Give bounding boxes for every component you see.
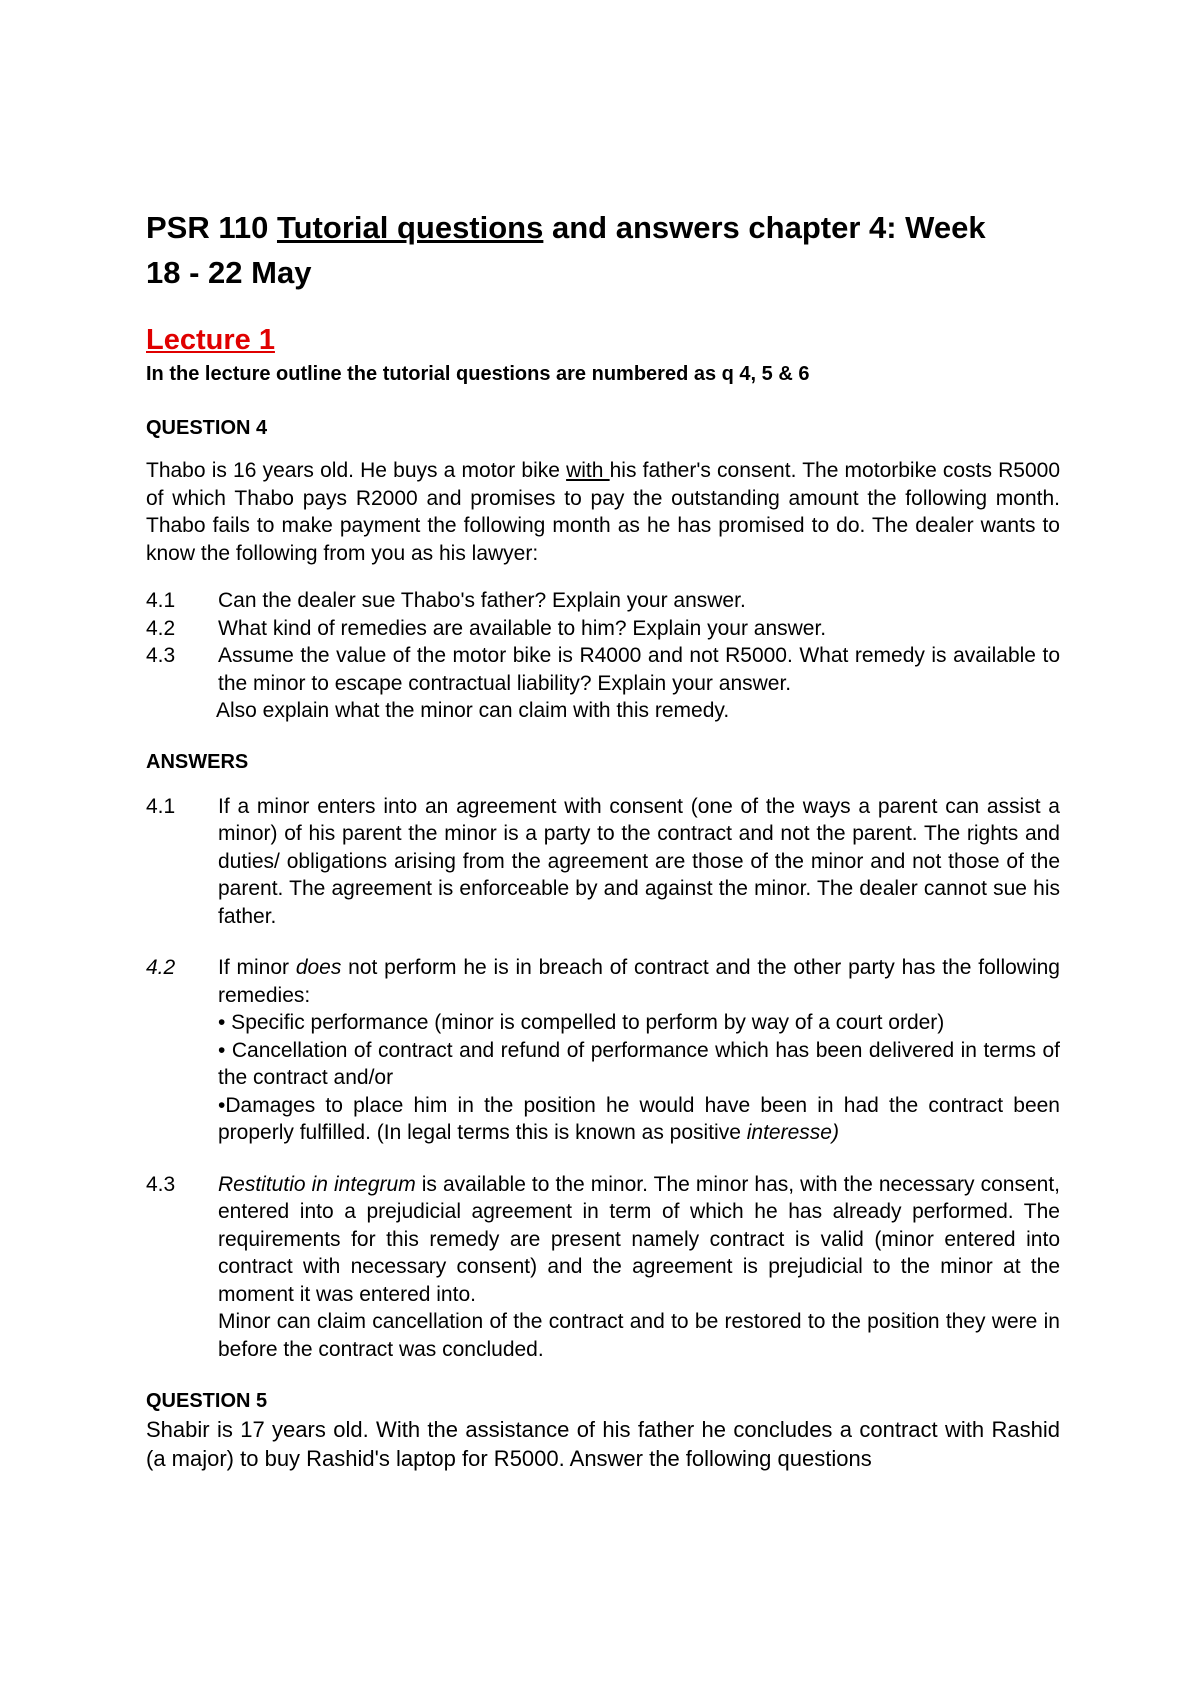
- answer-number: 4.3: [146, 1172, 176, 1196]
- scenario-part2: his father's consent. The motorbike costs R5000 of which Thabo pays R2000 and promises to pay the outstanding amount the following month. Thabo fails to make payment the following month as he has promised to do. The dealer wants to know the following from you as his lawyer:: [146, 459, 1061, 565]
- scenario-part1: Thabo is 16 years old. He buys a motor bike: [146, 459, 567, 482]
- question-extra-line: Also explain what the minor can claim with this remedy.: [216, 699, 730, 722]
- question-5-heading: QUESTION 5: [146, 1390, 268, 1412]
- remedy-bullet: • Specific performance (minor is compelled to perform by way of a court order): [218, 1011, 945, 1034]
- answer-body: [218, 1171, 1060, 1364]
- remedy-bullet: • Cancellation of contract and refund of performance which has been delivered in terms of the contract and/or: [218, 1038, 1060, 1089]
- document-content: [146, 205, 1060, 1473]
- question-number: 4.2: [146, 616, 176, 640]
- bullet3-italic: interesse): [746, 1121, 839, 1144]
- answer-intro-part1: If minor: [218, 956, 296, 979]
- title-prefix: PSR 110: [146, 210, 277, 245]
- answer-paragraph: Minor can claim cancellation of the contract and to be restored to the position they were in before the contract was concluded.: [218, 1310, 1060, 1361]
- question-4-heading: QUESTION 4: [146, 417, 268, 439]
- question-number: 4.3: [146, 644, 176, 667]
- question-number: 4.1: [146, 589, 176, 612]
- answer-4-1: [146, 793, 1060, 931]
- answers-heading: ANSWERS: [146, 750, 249, 773]
- answer-text: is available to the minor. The minor has, with the necessary consent, entered into a prejudicial agreement in term of which he has already performed. The requirements for this remedy are present namely contract is valid (minor entered into contract with necessary consent) and the agreement is prejudicial to the minor at the moment it was entered into.: [218, 1172, 1060, 1306]
- title-suffix: and answers chapter 4: Week: [543, 210, 986, 245]
- question-text: Can the dealer sue Thabo's father? Explain your answer.: [218, 589, 746, 612]
- question-item: [146, 587, 1060, 615]
- answer-number: [146, 954, 218, 1147]
- lecture-note: In the lecture outline the tutorial questions are numbered as q 4, 5 & 6: [146, 363, 810, 385]
- answer-italic-lead: Restitutio in integrum: [218, 1172, 416, 1196]
- question-4-scenario: [146, 457, 1060, 567]
- title-line2: 18 - 22 May: [146, 255, 312, 290]
- question-4-list: [146, 587, 1060, 725]
- question-item: [146, 642, 1060, 697]
- answer-4-3: [146, 1171, 1060, 1364]
- question-item: [146, 615, 1060, 643]
- answer-4-2: [146, 954, 1060, 1147]
- page-title: [146, 205, 1060, 295]
- question-5-text: Shabir is 17 years old. With the assistance of his father he concludes a contract with Rashid (a major) to buy Rashid's laptop for R5000. Answer the following questions: [146, 1417, 1060, 1471]
- answer-intro-italic: does: [295, 956, 342, 979]
- answer-body: [218, 954, 1060, 1147]
- lecture-heading: Lecture 1: [146, 324, 275, 356]
- answer-intro: [218, 954, 1060, 1009]
- answer-intro-part2: not perform he is in breach of contract and the other party has the following remedies:: [218, 956, 1060, 1007]
- remedy-bullet: [218, 1092, 1060, 1147]
- answer-text: If a minor enters into an agreement with consent (one of the ways a parent can assist a minor) of his parent the minor is a party to the contract and not the parent. The rights and duties/ obligations arising from the agreement are those of the minor and not those of the parent. The agreement is enforceable by and against the minor. The dealer cannot sue his father.: [218, 794, 1060, 928]
- answer-paragraph: [218, 1171, 1060, 1309]
- answer-number: 4.1: [146, 794, 176, 818]
- question-text: What kind of remedies are available to him? Explain your answer.: [218, 616, 827, 640]
- answer-number-italic: 4.2: [146, 956, 176, 979]
- bullet3-part1: •Damages to place him in the position he would have been in had the contract been properly fulfilled. (In legal terms this is known as positive: [218, 1093, 1060, 1144]
- question-text: Assume the value of the motor bike is R4000 and not R5000. What remedy is available to the minor to escape contractual liability? Explain your answer.: [218, 644, 1060, 695]
- scenario-underlined: with: [566, 459, 610, 482]
- title-underlined: Tutorial questions: [276, 210, 544, 245]
